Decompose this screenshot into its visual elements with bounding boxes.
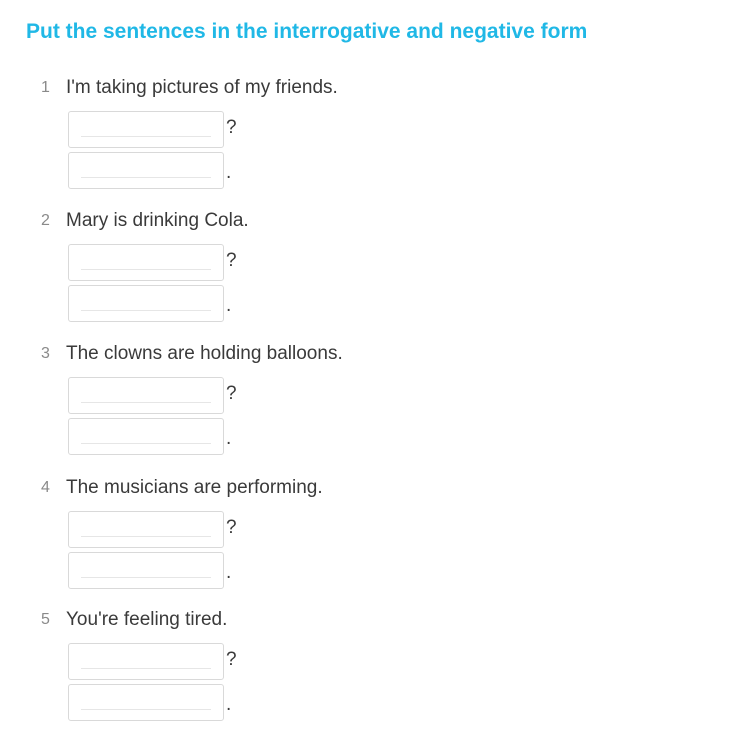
question-mark: ? [226, 250, 237, 271]
exercise-sentence: The clowns are holding balloons. [66, 343, 343, 364]
question-mark: ? [226, 517, 237, 538]
exercise-sentence: I'm taking pictures of my friends. [66, 77, 338, 98]
period: . [226, 428, 232, 449]
negative-answer-input[interactable] [68, 684, 224, 721]
exercise-number: 1 [41, 79, 50, 96]
interrogative-answer-input[interactable] [68, 511, 224, 548]
exercise-item-2 [0, 208, 741, 338]
interrogative-answer-input[interactable] [68, 111, 224, 148]
negative-answer-input[interactable] [68, 285, 224, 322]
period: . [226, 295, 232, 316]
exercise-item-3 [0, 341, 741, 471]
period: . [226, 562, 232, 583]
negative-answer-input[interactable] [68, 552, 224, 589]
exercise-number: 5 [41, 611, 50, 628]
question-mark: ? [226, 649, 237, 670]
exercise-item-4 [0, 475, 741, 605]
interrogative-answer-input[interactable] [68, 643, 224, 680]
exercise-item-5 [0, 607, 741, 737]
period: . [226, 694, 232, 715]
negative-answer-input[interactable] [68, 418, 224, 455]
exercise-number: 4 [41, 479, 50, 496]
negative-answer-input[interactable] [68, 152, 224, 189]
question-mark: ? [226, 117, 237, 138]
exercise-item-1 [0, 75, 741, 205]
question-mark: ? [226, 383, 237, 404]
exercise-sentence: Mary is drinking Cola. [66, 210, 249, 231]
exercise-sentence: You're feeling tired. [66, 609, 228, 630]
exercise-sentence: The musicians are performing. [66, 477, 323, 498]
page-title: Put the sentences in the interrogative and negative form [26, 20, 588, 43]
interrogative-answer-input[interactable] [68, 377, 224, 414]
period: . [226, 162, 232, 183]
interrogative-answer-input[interactable] [68, 244, 224, 281]
exercise-number: 3 [41, 345, 50, 362]
exercise-number: 2 [41, 212, 50, 229]
